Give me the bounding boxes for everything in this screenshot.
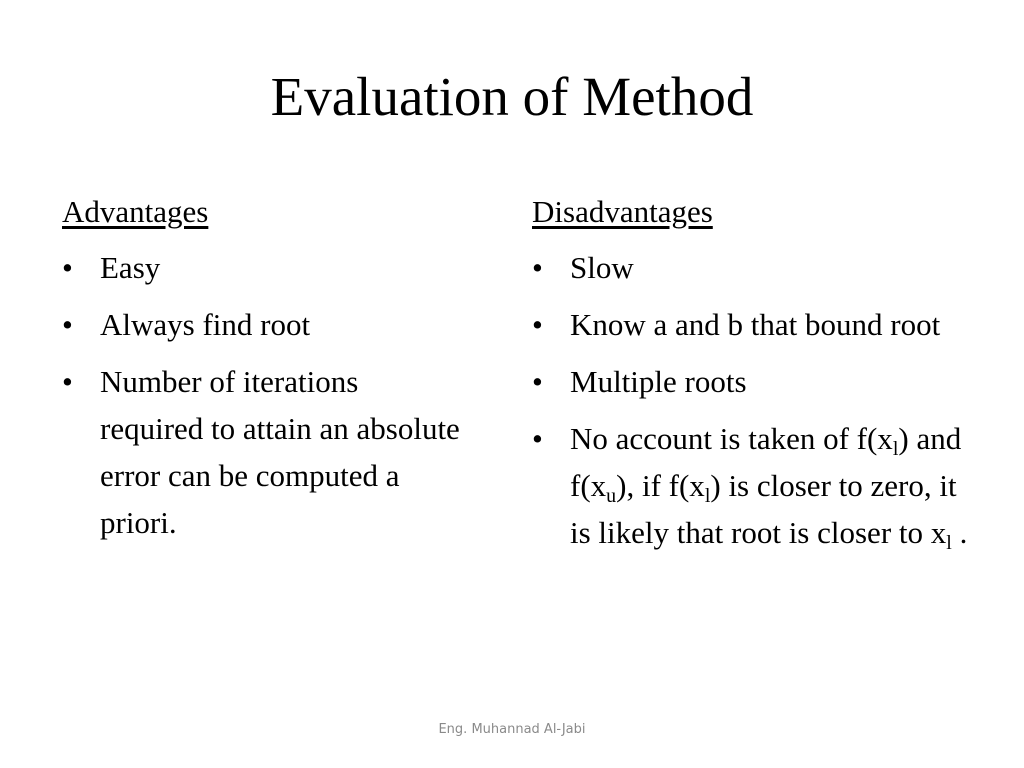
list-item [532, 415, 972, 556]
advantages-list [62, 244, 462, 546]
list-item-text: Easy [100, 250, 161, 285]
text-part: ) and f(x [570, 421, 962, 503]
list-item [532, 301, 972, 348]
bullet-icon: • [62, 307, 73, 342]
bullet-icon: • [532, 250, 543, 285]
subscript: l [946, 532, 952, 554]
text-part: ) is closer to zero, it is likely that root is closer to x [570, 468, 957, 550]
subscript: l [892, 438, 899, 460]
disadvantages-heading: Disadvantages [532, 194, 713, 229]
advantages-column [62, 190, 462, 556]
bullet-icon: • [62, 364, 73, 399]
bullet-icon: • [532, 421, 543, 456]
list-item [532, 358, 972, 405]
list-item-text: Know a and b that bound root [570, 307, 941, 342]
footer-author: Eng. Muhannad Al-Jabi [438, 722, 586, 737]
list-item-text [570, 421, 968, 554]
list-item-text: Always find root [100, 307, 311, 342]
disadvantages-list [532, 244, 972, 556]
subscript: l [704, 485, 711, 507]
list-item-text: Number of iterations required to attain an absolute error can be computed a priori. [100, 364, 460, 540]
bullet-icon: • [62, 250, 73, 285]
list-item [62, 301, 462, 348]
list-item [532, 244, 972, 291]
list-item [62, 358, 462, 546]
slide-title: Evaluation of Method [270, 66, 754, 127]
list-item [62, 244, 462, 291]
bullet-icon: • [532, 364, 543, 399]
text-part: No account is taken of f(x [570, 421, 893, 456]
text-part: . [951, 515, 968, 550]
text-part: ), if f(x [616, 468, 705, 503]
list-item-text: Slow [570, 250, 634, 285]
list-item-text: Multiple roots [570, 364, 747, 399]
disadvantages-column [532, 190, 972, 566]
bullet-icon: • [532, 307, 543, 342]
advantages-heading: Advantages [62, 194, 209, 229]
subscript: u [606, 485, 617, 507]
